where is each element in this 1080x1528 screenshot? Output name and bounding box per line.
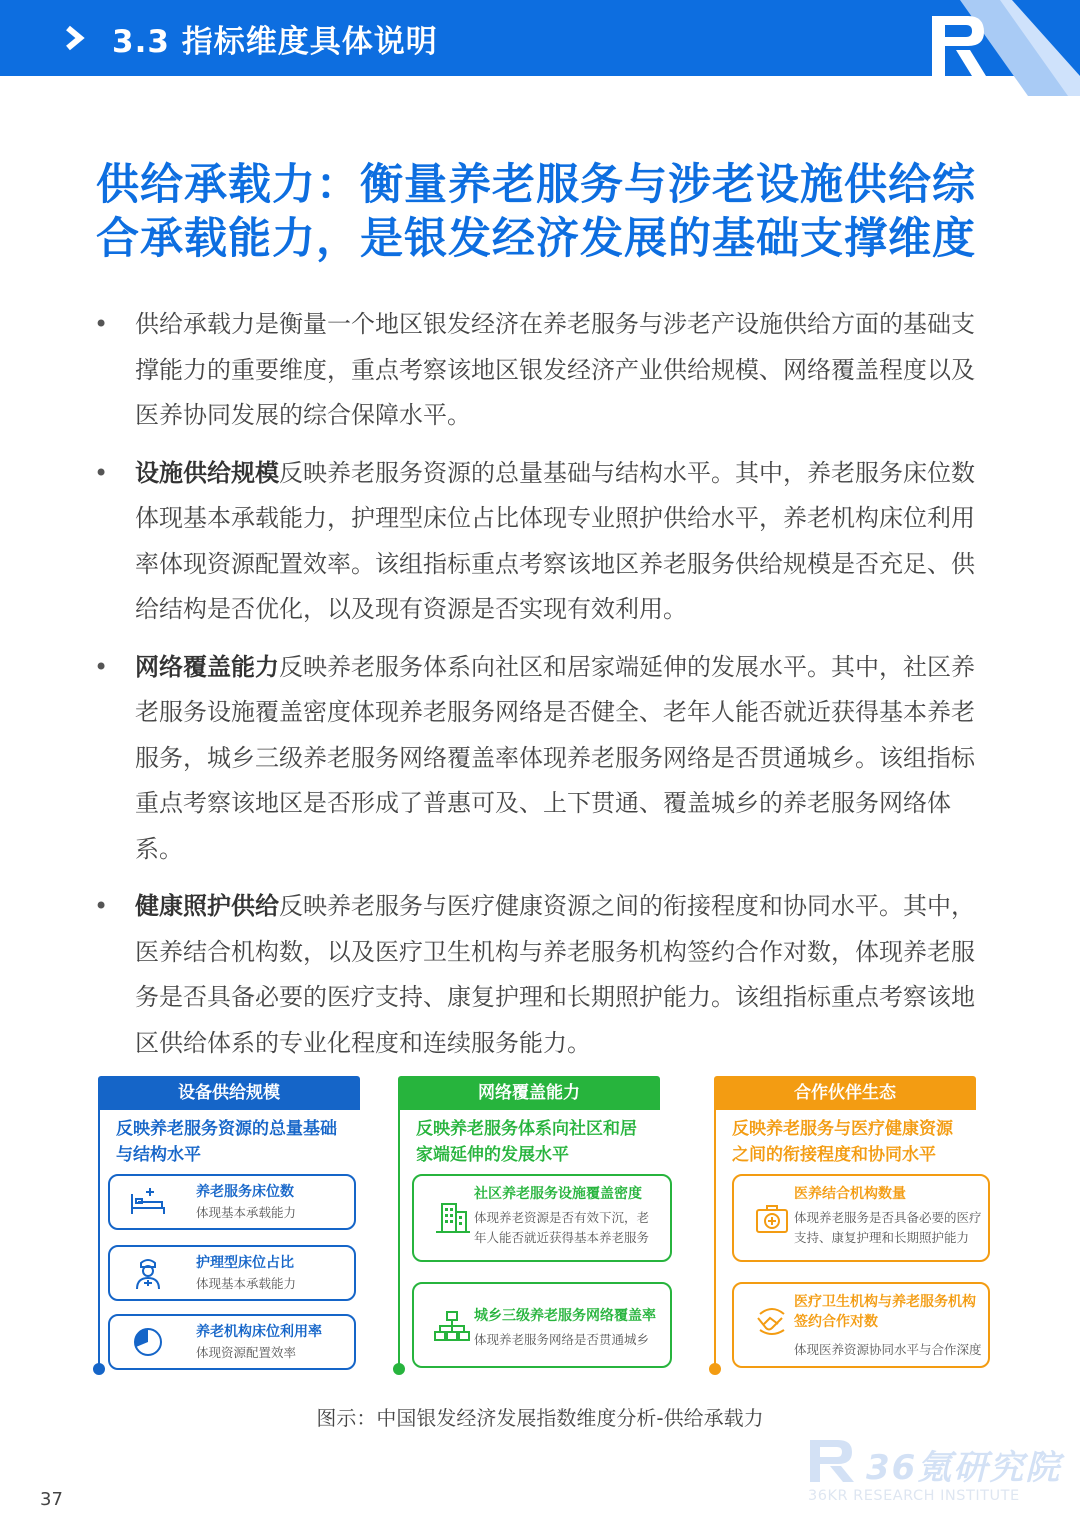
section-title: 3.3 指标维度具体说明 bbox=[112, 24, 438, 60]
handshake-icon bbox=[752, 1300, 792, 1340]
metric-title: 医养结合机构数量 bbox=[794, 1186, 906, 1202]
bullet-text: 反映养老服务资源的总量基础与结构水平。其中，养老服务床位数体现基本承载能力，护理型床位占比体现专业照护供给水平，养老机构床位利用率体现资源配置效率。该组指标重点考察该地区养老服务供给规模是否充足、供给结构是否优化，以及现有资源是否实现有效利用。 bbox=[135, 458, 975, 623]
metric-subtitle: 体现资源配置效率 bbox=[196, 1345, 297, 1360]
bullet-lead: 设施供给规模 bbox=[135, 458, 279, 487]
metric-title: 医疗卫生机构与养老服务机构签约合作对数 bbox=[794, 1294, 976, 1330]
column-line bbox=[98, 1110, 100, 1368]
metric-card bbox=[108, 1245, 356, 1301]
bullet-text: 供给承载力是衡量一个地区银发经济在养老服务与涉老产设施供给方面的基础支撑能力的重要维度，重点考察该地区银发经济产业供给规模、网络覆盖程度以及医养协同发展的综合保障水平。 bbox=[135, 310, 975, 429]
metric-card bbox=[108, 1174, 356, 1230]
column-dot bbox=[393, 1363, 405, 1375]
infographic-column-partner-ecosystem bbox=[714, 1076, 982, 1374]
bullet-text: 反映养老服务体系向社区和居家端延伸的发展水平。其中，社区养老服务设施覆盖密度体现养老服务网络是否健全、老年人能否就近获得基本养老服务，城乡三级养老服务网络覆盖率体现养老服务网络是否贯通城乡。该组指标重点考察该地区是否形成了普惠可及、上下贯通、覆盖城乡的养老服务网络体系。 bbox=[135, 652, 975, 863]
infographic-column-supply-scale bbox=[98, 1076, 360, 1374]
bullet-lead: 健康照护供给 bbox=[135, 892, 279, 920]
bullet-dot: • bbox=[94, 458, 109, 487]
metric-subtitle: 体现养老服务网络是否贯通城乡 bbox=[474, 1332, 650, 1347]
metric-title: 城乡三级养老服务网络覆盖率 bbox=[474, 1308, 656, 1324]
bullet-dot: • bbox=[94, 892, 109, 920]
network-icon bbox=[432, 1306, 472, 1346]
nurse-icon bbox=[128, 1253, 168, 1293]
column-description: 反映养老服务与医疗健康资源之间的衔接程度和协同水平 bbox=[732, 1119, 953, 1165]
watermark-logo-icon bbox=[806, 1436, 858, 1486]
column-description: 反映养老服务体系向社区和居家端延伸的发展水平 bbox=[416, 1119, 637, 1165]
metric-title: 社区养老服务设施覆盖密度 bbox=[474, 1186, 642, 1202]
bullet-dot: • bbox=[94, 310, 109, 338]
bullet-item bbox=[92, 302, 992, 439]
metric-subtitle: 体现养老资源是否有效下沉，老年人能否就近获得基本养老服务 bbox=[474, 1210, 650, 1245]
page-number: 37 bbox=[40, 1489, 63, 1510]
brand-logo-icon bbox=[900, 0, 1080, 96]
bullet-lead: 网络覆盖能力 bbox=[135, 652, 279, 681]
column-description: 反映养老服务资源的总量基础与结构水平 bbox=[116, 1119, 337, 1165]
building-icon bbox=[432, 1198, 472, 1238]
bullet-dot: • bbox=[94, 652, 109, 681]
chevron-right-icon bbox=[62, 24, 90, 52]
watermark-cn: 36氪研究院 bbox=[866, 1448, 1062, 1488]
pie-icon bbox=[128, 1322, 168, 1362]
column-tab: 合作伙伴生态 bbox=[714, 1076, 976, 1110]
bullet-text: 反映养老服务与医疗健康资源之间的衔接程度和协同水平。其中，医养结合机构数，以及医疗卫生机构与养老服务机构签约合作对数，体现养老服务是否具备必要的医疗支持、康复护理和长期照护能力。该组指标重点考察该地区供给体系的专业化程度和连续服务能力。 bbox=[135, 892, 975, 1057]
headline-line-2: 合承载能力，是银发经济发展的基础支撑维度 bbox=[96, 214, 976, 264]
bullet-item bbox=[92, 884, 992, 1066]
metric-card bbox=[732, 1282, 990, 1368]
medkit-icon bbox=[752, 1198, 792, 1238]
headline bbox=[96, 158, 996, 266]
bullet-item bbox=[92, 451, 992, 633]
metric-subtitle: 体现养老服务是否具备必要的医疗支持、康复护理和长期照护能力 bbox=[794, 1210, 982, 1245]
infographic-column-network-coverage bbox=[398, 1076, 660, 1374]
watermark bbox=[806, 1436, 1062, 1512]
bed-icon bbox=[128, 1182, 168, 1222]
headline-line-1: 供给承载力：衡量养老服务与涉老设施供给综 bbox=[96, 160, 976, 210]
column-line bbox=[398, 1110, 400, 1368]
bullet-list bbox=[92, 302, 992, 1078]
metric-card bbox=[732, 1174, 990, 1262]
column-tab: 网络覆盖能力 bbox=[398, 1076, 660, 1110]
column-tab: 设备供给规模 bbox=[98, 1076, 360, 1110]
metric-card bbox=[412, 1174, 672, 1262]
watermark-en: 36KR RESEARCH INSTITUTE bbox=[808, 1488, 1020, 1504]
metric-card bbox=[412, 1282, 672, 1368]
figure-caption: 图示：中国银发经济发展指数维度分析-供给承载力 bbox=[316, 1406, 764, 1430]
metric-title: 养老服务床位数 bbox=[196, 1184, 294, 1200]
bullet-item bbox=[92, 645, 992, 873]
metric-subtitle: 体现基本承载能力 bbox=[196, 1205, 297, 1220]
metric-card bbox=[108, 1314, 356, 1370]
metric-title: 护理型床位占比 bbox=[196, 1255, 294, 1271]
metric-subtitle: 体现基本承载能力 bbox=[196, 1276, 297, 1291]
metric-title: 养老机构床位利用率 bbox=[196, 1324, 322, 1340]
column-line bbox=[714, 1110, 716, 1368]
column-dot bbox=[709, 1363, 721, 1375]
metric-subtitle: 体现医养资源协同水平与合作深度 bbox=[794, 1342, 982, 1357]
column-dot bbox=[93, 1363, 105, 1375]
